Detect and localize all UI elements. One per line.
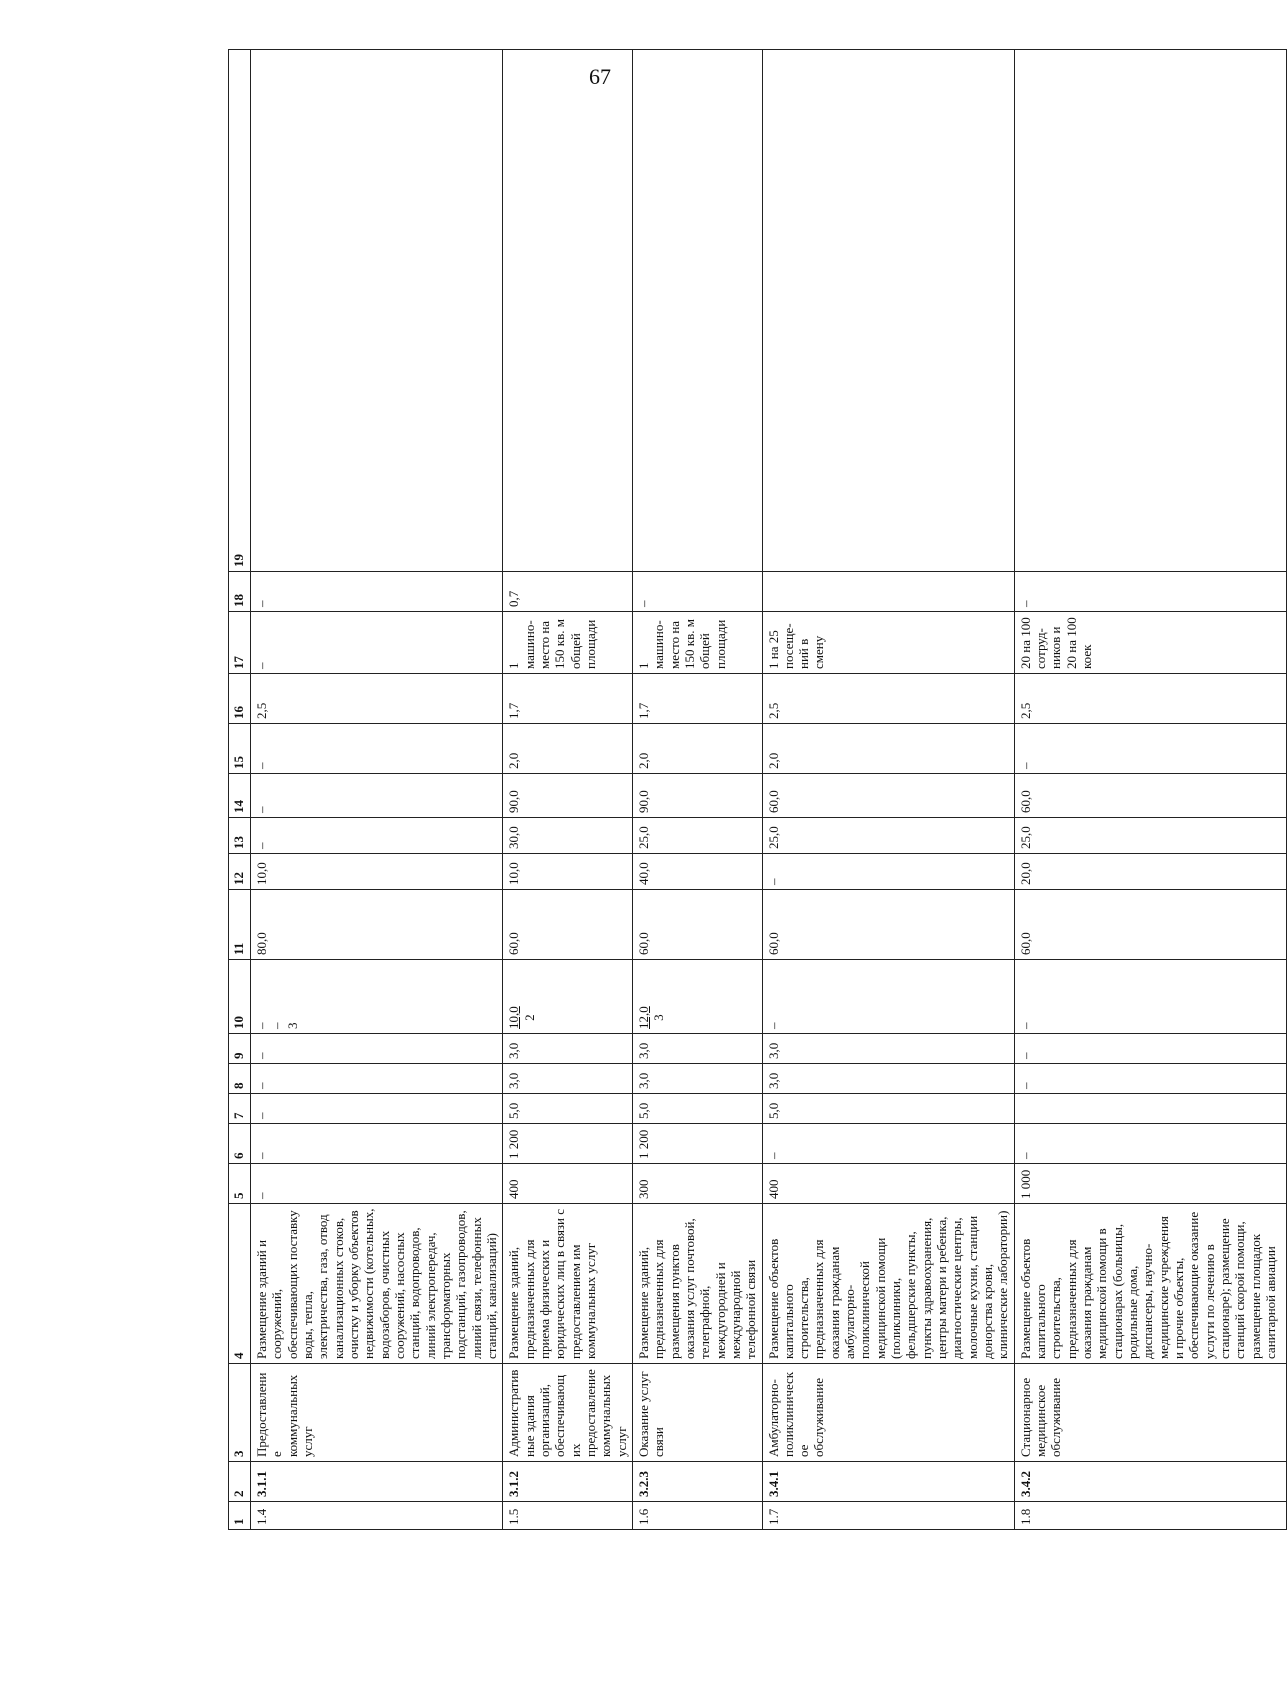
cell-col15: 2,0: [503, 724, 633, 774]
cell-col16: 1,7: [503, 674, 633, 724]
cell-col9: –: [1014, 1034, 1286, 1064]
cell-col8: –: [1014, 1064, 1286, 1094]
regulations-table: [228, 49, 1287, 1530]
header-col-16: 16: [229, 674, 251, 724]
header-col-17: 17: [229, 612, 251, 674]
cell-code: 3.4.2: [1014, 1462, 1286, 1502]
cell-number: 1.5: [503, 1502, 633, 1530]
cell-col19: [251, 50, 503, 572]
cell-col5: 1 000: [1014, 1164, 1286, 1204]
table-row: [632, 50, 762, 1530]
cell-col12: 40,0: [632, 854, 762, 890]
header-col-5: 5: [229, 1164, 251, 1204]
header-col-3: 3: [229, 1364, 251, 1462]
cell-col15: –: [251, 724, 503, 774]
cell-description: Размещение зданий и сооружений, обеспечивающих поставку воды, тепла, электричества, газа, отвод канализационных стоков, очистку и уборку объектов недвижимости (котельных, водозаборов, очистных сооружений, насосных станций, водопроводов, линий электропередач, трансформаторных подстанций, газопроводов, линий связи, телефонных станций, канализаций): [251, 1204, 503, 1364]
cell-col9: 3,0: [503, 1034, 633, 1064]
cell-code: 3.2.3: [632, 1462, 762, 1502]
cell-description: Размещение объектов капитального строительства, предназначенных для оказания гражданам медицинской помощи в стационарах (больницы, родильные дома, диспансеры, научно-медицинские учреждения и прочие объекты, обеспечивающие оказание услуги по лечению в стационаре); размещение станций скорой помощи, размещение площадок санитарной авиации: [1014, 1204, 1286, 1364]
header-col-15: 15: [229, 724, 251, 774]
header-col-14: 14: [229, 774, 251, 818]
cell-col6: –: [762, 1124, 1014, 1164]
cell-description: Размещение зданий, предназначенных для размещения пунктов оказания услуг почтовой, телеграфной, междугородней и международной телефонной связи: [632, 1204, 762, 1364]
fraction: [636, 1006, 667, 1029]
cell-col17: 1 машино-место на 150 кв. м общей площади: [632, 612, 762, 674]
header-col-18: 18: [229, 572, 251, 612]
cell-col7: 5,0: [632, 1094, 762, 1124]
cell-col11: 80,0: [251, 890, 503, 960]
cell-code: 3.4.1: [762, 1462, 1014, 1502]
cell-col14: 90,0: [632, 774, 762, 818]
cell-number: 1.8: [1014, 1502, 1286, 1530]
header-col-9: 9: [229, 1034, 251, 1064]
cell-number: 1.4: [251, 1502, 503, 1530]
cell-col7: [1014, 1094, 1286, 1124]
cell-col18: –: [251, 572, 503, 612]
header-col-12: 12: [229, 854, 251, 890]
cell-col10: [503, 960, 633, 1034]
cell-col10-line-a: –: [254, 1022, 269, 1029]
cell-col12: 10,0: [503, 854, 633, 890]
cell-col11: 60,0: [762, 890, 1014, 960]
cell-number: 1.6: [632, 1502, 762, 1530]
cell-code: 3.1.2: [503, 1462, 633, 1502]
table-row: [251, 50, 503, 1530]
cell-col17: 1 машино-место на 150 кв. м общей площади: [503, 612, 633, 674]
cell-col13: 25,0: [1014, 818, 1286, 854]
fraction-denominator: 2: [521, 1014, 537, 1021]
fraction-numerator: 12,0: [635, 1006, 651, 1029]
cell-col14: 60,0: [762, 774, 1014, 818]
cell-col5: 400: [762, 1164, 1014, 1204]
page-number: 67: [589, 64, 611, 89]
cell-col18: –: [1014, 572, 1286, 612]
cell-col14: 60,0: [1014, 774, 1286, 818]
header-col-2: 2: [229, 1462, 251, 1502]
cell-col7: 5,0: [503, 1094, 633, 1124]
cell-col6: 1 200: [632, 1124, 762, 1164]
cell-use-name: Стационарное медицинское обслуживание: [1014, 1364, 1286, 1462]
cell-col8: 3,0: [632, 1064, 762, 1094]
rotated-table-frame: [228, 130, 1278, 1530]
cell-col7: –: [251, 1094, 503, 1124]
table-row: [503, 50, 633, 1530]
cell-use-name: Оказание услуг связи: [632, 1364, 762, 1462]
cell-col10: [251, 960, 503, 1034]
cell-col19: [1014, 50, 1286, 572]
header-col-8: 8: [229, 1064, 251, 1094]
header-col-7: 7: [229, 1094, 251, 1124]
cell-col16: 1,7: [632, 674, 762, 724]
cell-description: Размещение зданий, предназначенных для приема физических и юридических лиц в связи с предоставлением им коммунальных услуг: [503, 1204, 633, 1364]
cell-col16: 2,5: [251, 674, 503, 724]
cell-description: Размещение объектов капитального строительства, предназначенных для оказания гражданам амбулаторно-поликлинической медицинской помощи (поликлиники, фельдшерские пункты, пункты здравоохранения, центры матери и ребенка, диагностические центры, молочные кухни, станции донорства крови, клинические лаборатории): [762, 1204, 1014, 1364]
table-row: [762, 50, 1014, 1530]
cell-col11: 60,0: [1014, 890, 1286, 960]
cell-col13: 30,0: [503, 818, 633, 854]
cell-number: 1.7: [762, 1502, 1014, 1530]
header-col-13: 13: [229, 818, 251, 854]
header-col-19: 19: [229, 50, 251, 572]
cell-col10: –: [1014, 960, 1286, 1034]
cell-col16: 2,5: [1014, 674, 1286, 724]
cell-col6: 1 200: [503, 1124, 633, 1164]
cell-col5: 400: [503, 1164, 633, 1204]
fraction-numerator: 10,0: [506, 1006, 522, 1029]
cell-col9: 3,0: [632, 1034, 762, 1064]
cell-col10: –: [762, 960, 1014, 1034]
cell-col7: 5,0: [762, 1094, 1014, 1124]
cell-col13: –: [251, 818, 503, 854]
cell-col10-line-b: –: [269, 1022, 285, 1029]
cell-use-name: Предоставление коммунальных услуг: [251, 1364, 503, 1462]
cell-col18: –: [632, 572, 762, 612]
header-col-1: 1: [229, 1502, 251, 1530]
cell-col19: [503, 50, 633, 572]
cell-col6: –: [251, 1124, 503, 1164]
cell-col10: [632, 960, 762, 1034]
cell-col11: 60,0: [632, 890, 762, 960]
cell-col9: 3,0: [762, 1034, 1014, 1064]
cell-col5: 300: [632, 1164, 762, 1204]
cell-col18: 0,7: [503, 572, 633, 612]
cell-col13: 25,0: [762, 818, 1014, 854]
cell-col9: –: [251, 1034, 503, 1064]
cell-col14: –: [251, 774, 503, 818]
header-col-11: 11: [229, 890, 251, 960]
table-row: [1014, 50, 1286, 1530]
cell-col19: [632, 50, 762, 572]
header-col-6: 6: [229, 1124, 251, 1164]
cell-col8: 3,0: [503, 1064, 633, 1094]
cell-col8: –: [251, 1064, 503, 1094]
cell-col15: –: [1014, 724, 1286, 774]
header-col-10: 10: [229, 960, 251, 1034]
cell-col18: [762, 572, 1014, 612]
fraction-denominator: 3: [651, 1014, 667, 1021]
cell-col17: –: [251, 612, 503, 674]
cell-col10-line-c: 3: [284, 1022, 300, 1029]
cell-col15: 2,0: [632, 724, 762, 774]
cell-col12: 10,0: [251, 854, 503, 890]
cell-col19: [762, 50, 1014, 572]
cell-code: 3.1.1: [251, 1462, 503, 1502]
cell-col17: 1 на 25 посеще-ний в смену: [762, 612, 1014, 674]
cell-col12: 20,0: [1014, 854, 1286, 890]
header-col-4: 4: [229, 1204, 251, 1364]
cell-col14: 90,0: [503, 774, 633, 818]
cell-col6: –: [1014, 1124, 1286, 1164]
cell-use-name: Административные здания организаций, обеспечивающих предоставление коммунальных услуг: [503, 1364, 633, 1462]
cell-col16: 2,5: [762, 674, 1014, 724]
cell-col11: 60,0: [503, 890, 633, 960]
cell-col8: 3,0: [762, 1064, 1014, 1094]
fraction: [506, 1006, 537, 1029]
cell-col13: 25,0: [632, 818, 762, 854]
cell-col15: 2,0: [762, 724, 1014, 774]
cell-col5: –: [251, 1164, 503, 1204]
header-row: [229, 50, 251, 1530]
cell-use-name: Амбулаторно-поликлиническое обслуживание: [762, 1364, 1014, 1462]
cell-col12: –: [762, 854, 1014, 890]
cell-col17: 20 на 100 сотруд-ников и 20 на 100 коек: [1014, 612, 1286, 674]
